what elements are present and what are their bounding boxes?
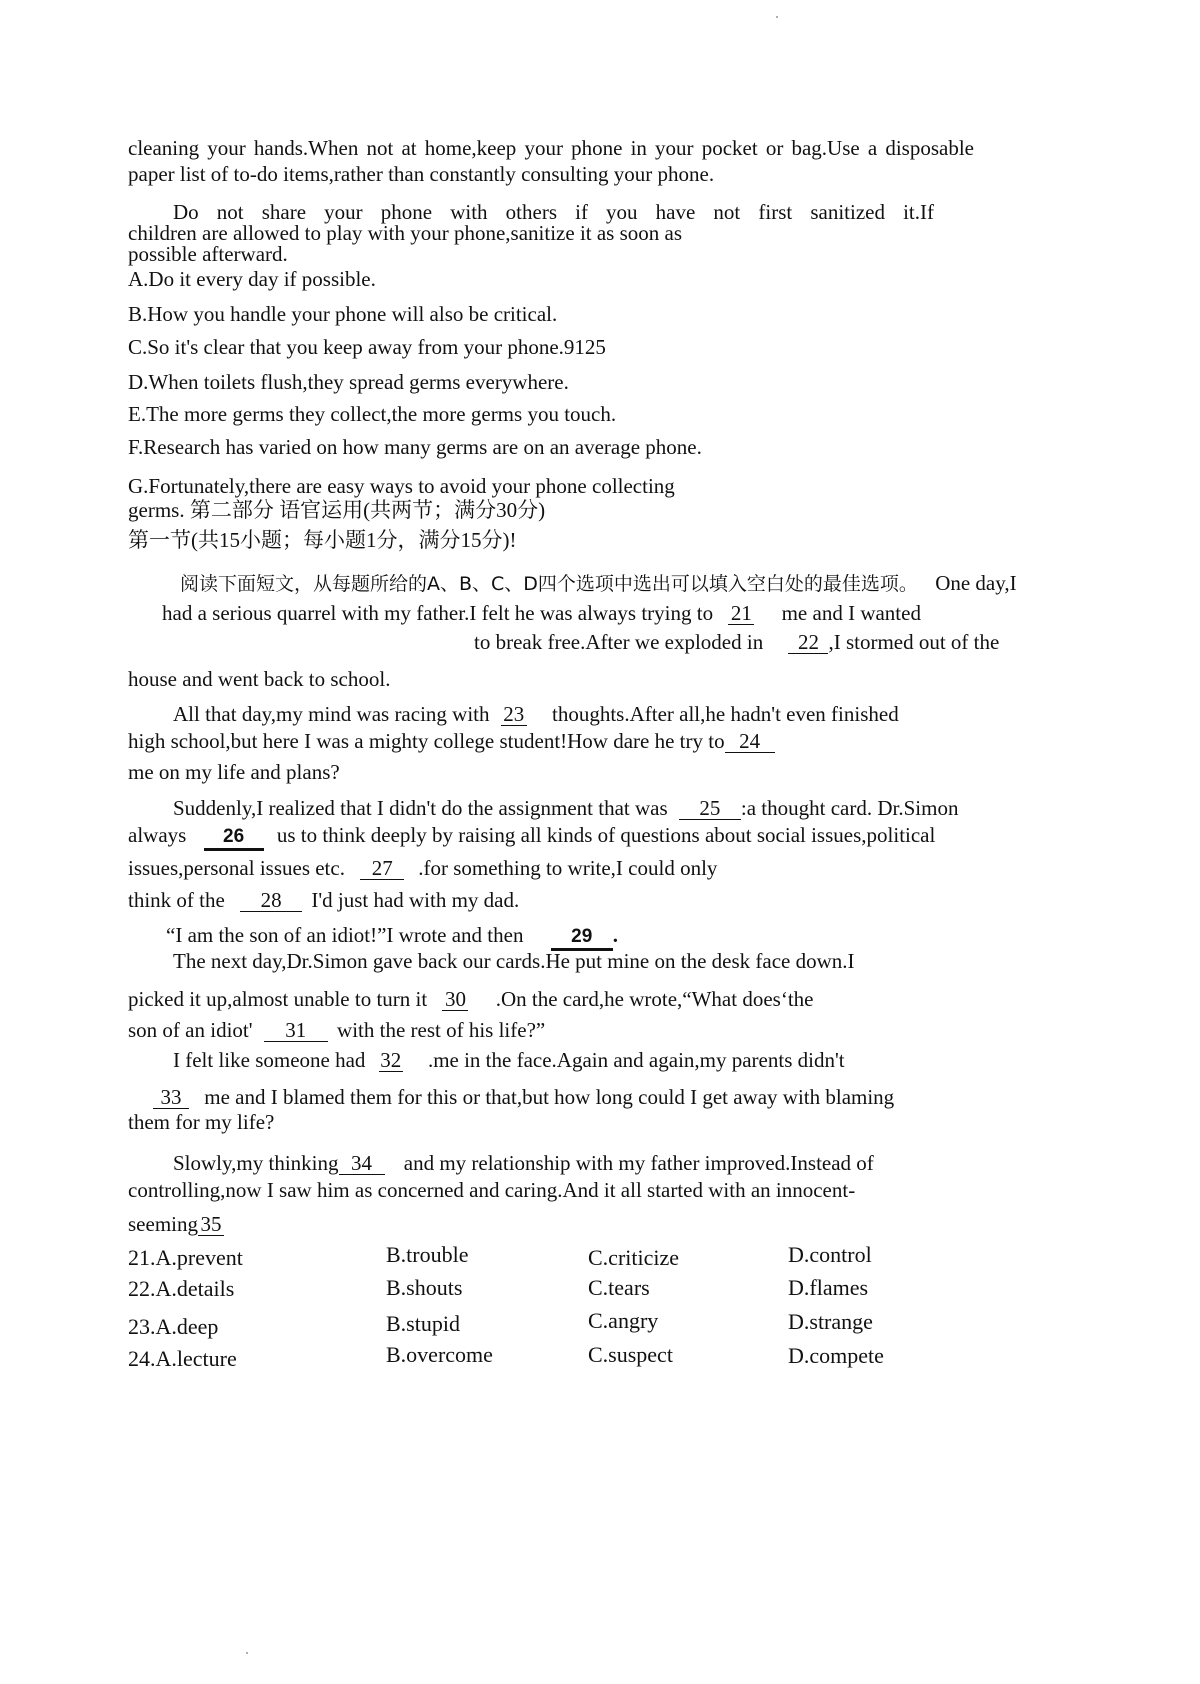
text-span: All that day,my mind was racing with: [173, 702, 490, 726]
text-line: children are allowed to play with your phone,sanitize it as soon as: [128, 221, 683, 245]
q22-option-a: 22.A.details: [128, 1276, 235, 1301]
text-line: Do not share your phone with others if you have not first sanitized it.If: [173, 200, 934, 224]
text-line: house and went back to school.: [128, 667, 391, 691]
q24-option-c: C.suspect: [588, 1342, 673, 1367]
q22-option-c: C.tears: [588, 1275, 650, 1300]
option-g-tail: [128, 497, 545, 523]
blank-22: 22: [788, 631, 828, 654]
text-span: ,I stormed out of the: [828, 630, 1000, 654]
blank-26: 26: [204, 826, 264, 851]
q22-option-d: D.flames: [788, 1275, 869, 1300]
blank-30: 30: [442, 988, 468, 1011]
text-line: [153, 1084, 894, 1110]
scan-speck: [776, 16, 778, 18]
option-d: D.When toilets flush,they spread germs everywhere.: [128, 370, 569, 394]
text-line: [173, 701, 899, 727]
blank-23: 23: [501, 703, 527, 726]
blank-24: 24: [725, 730, 775, 753]
text-line: [128, 822, 935, 851]
text-line: me on my life and plans?: [128, 760, 340, 784]
text-line: them for my life?: [128, 1110, 275, 1134]
option-a: A.Do it every day if possible.: [128, 267, 376, 291]
blank-35: 35: [198, 1213, 224, 1236]
instruction-line: [180, 570, 1017, 597]
option-b: B.How you handle your phone will also be critical.: [128, 302, 558, 326]
text-span: .for something to write,I could only: [418, 856, 718, 880]
text-span: Suddenly,I realized that I didn't do the assignment that was: [173, 796, 668, 820]
text-line: [173, 795, 958, 821]
option-c: C.So it's clear that you keep away from your phone.9125: [128, 335, 606, 359]
option-g-end: germs.: [128, 498, 185, 522]
q21-option-d: D.control: [788, 1242, 872, 1267]
text-line: controlling,now I saw him as concerned and caring.And it all started with an innocent-: [128, 1178, 856, 1202]
text-line: The next day,Dr.Simon gave back our cards.He put mine on the desk face down.I: [173, 949, 855, 973]
text-span: Slowly,my thinking: [173, 1151, 339, 1175]
option-f: F.Research has varied on how many germs are on an average phone.: [128, 435, 702, 459]
text-line: paper list of to-do items,rather than constantly consulting your phone.: [128, 162, 715, 186]
text-span: issues,personal issues etc.: [128, 856, 345, 880]
q23-option-b: B.stupid: [386, 1311, 460, 1336]
q21-option-a: 21.A.prevent: [128, 1245, 243, 1270]
text-span: “I am the son of an idiot!”I wrote and then: [166, 923, 524, 947]
text-line: [173, 1150, 874, 1176]
text-span: seeming: [128, 1212, 198, 1236]
text-line: [162, 600, 921, 626]
text-span: think of the: [128, 888, 225, 912]
part2-title: 第二部分 语官运用(共两节；满分30分): [189, 498, 546, 522]
q24-option-b: B.overcome: [386, 1342, 493, 1367]
blank-25: 25: [679, 797, 741, 820]
blank-31: 31: [264, 1019, 328, 1042]
q21-option-b: B.trouble: [386, 1242, 469, 1267]
text-line: [128, 728, 775, 754]
text-span: me and I wanted: [781, 601, 921, 625]
blank-34: 34: [339, 1152, 385, 1175]
text-span: I'd just had with my dad.: [311, 888, 520, 912]
scan-speck: [246, 1652, 248, 1654]
option-g: G.Fortunately,there are easy ways to avoid your phone collecting: [128, 474, 675, 498]
text-line: [128, 855, 717, 881]
text-span: :a thought card. Dr.Simon: [740, 796, 959, 820]
blank-32: 32: [380, 1048, 402, 1072]
text-span: with the rest of his life?”: [337, 1018, 546, 1042]
section1-title: 第一节(共15小题；每小题1分，满分15分)!: [128, 528, 517, 552]
text-span: One day,I: [935, 571, 1017, 595]
text-span: picked it up,almost unable to turn it: [128, 987, 428, 1011]
q24-option-d: D.compete: [788, 1343, 884, 1368]
blank-21: 21: [728, 602, 754, 625]
text-line: cleaning your hands.When not at home,keep your phone in your pocket or bag.Use a disposable: [128, 136, 974, 160]
blank-29: 29: [551, 926, 613, 951]
q24-option-a: 24.A.lecture: [128, 1346, 237, 1371]
text-span: high school,but here I was a mighty college student!How dare he try to: [128, 729, 725, 753]
instruction: 阅读下面短文，从每题所给的A、B、C、D四个选项中选出可以填入空白处的最佳选项。: [180, 573, 918, 595]
text-span: .me in the face.Again and again,my parents didn't: [427, 1048, 845, 1072]
text-line: [173, 1047, 845, 1073]
text-span: thoughts.After all,he hadn't even finished: [552, 702, 899, 726]
q21-option-c: C.criticize: [588, 1245, 680, 1270]
text-span: always: [128, 823, 187, 847]
text-span: I felt like someone had: [173, 1048, 366, 1072]
blank-28: 28: [240, 889, 302, 912]
text-span: and my relationship with my father improved.Instead of: [403, 1151, 874, 1175]
text-line: possible afterward.: [128, 242, 288, 266]
text-line: [128, 1211, 224, 1237]
text-line: [128, 986, 813, 1012]
period-mark: .: [612, 923, 618, 947]
text-span: to break free.After we exploded in: [474, 630, 764, 654]
text-span: son of an idiot': [128, 1018, 253, 1042]
text-span: me and I blamed them for this or that,but how long could I get away with blaming: [204, 1085, 895, 1109]
q23-option-d: D.strange: [788, 1309, 873, 1334]
text-span: .On the card,he wrote,“What does‘the: [495, 987, 814, 1011]
blank-27: 27: [360, 857, 404, 880]
q22-option-b: B.shouts: [386, 1275, 463, 1300]
text-line: [128, 887, 519, 913]
option-e: E.The more germs they collect,the more germs you touch.: [128, 402, 617, 426]
text-span: had a serious quarrel with my father.I felt he was always trying to: [162, 601, 714, 625]
text-span: us to think deeply by raising all kinds of questions about social issues,political: [276, 823, 936, 847]
text-line: [128, 1017, 545, 1043]
text-line: [474, 629, 999, 655]
q23-option-c: C.angry: [588, 1308, 659, 1333]
blank-33: 33: [153, 1086, 189, 1109]
q23-option-a: 23.A.deep: [128, 1314, 219, 1339]
text-line: [166, 922, 618, 951]
